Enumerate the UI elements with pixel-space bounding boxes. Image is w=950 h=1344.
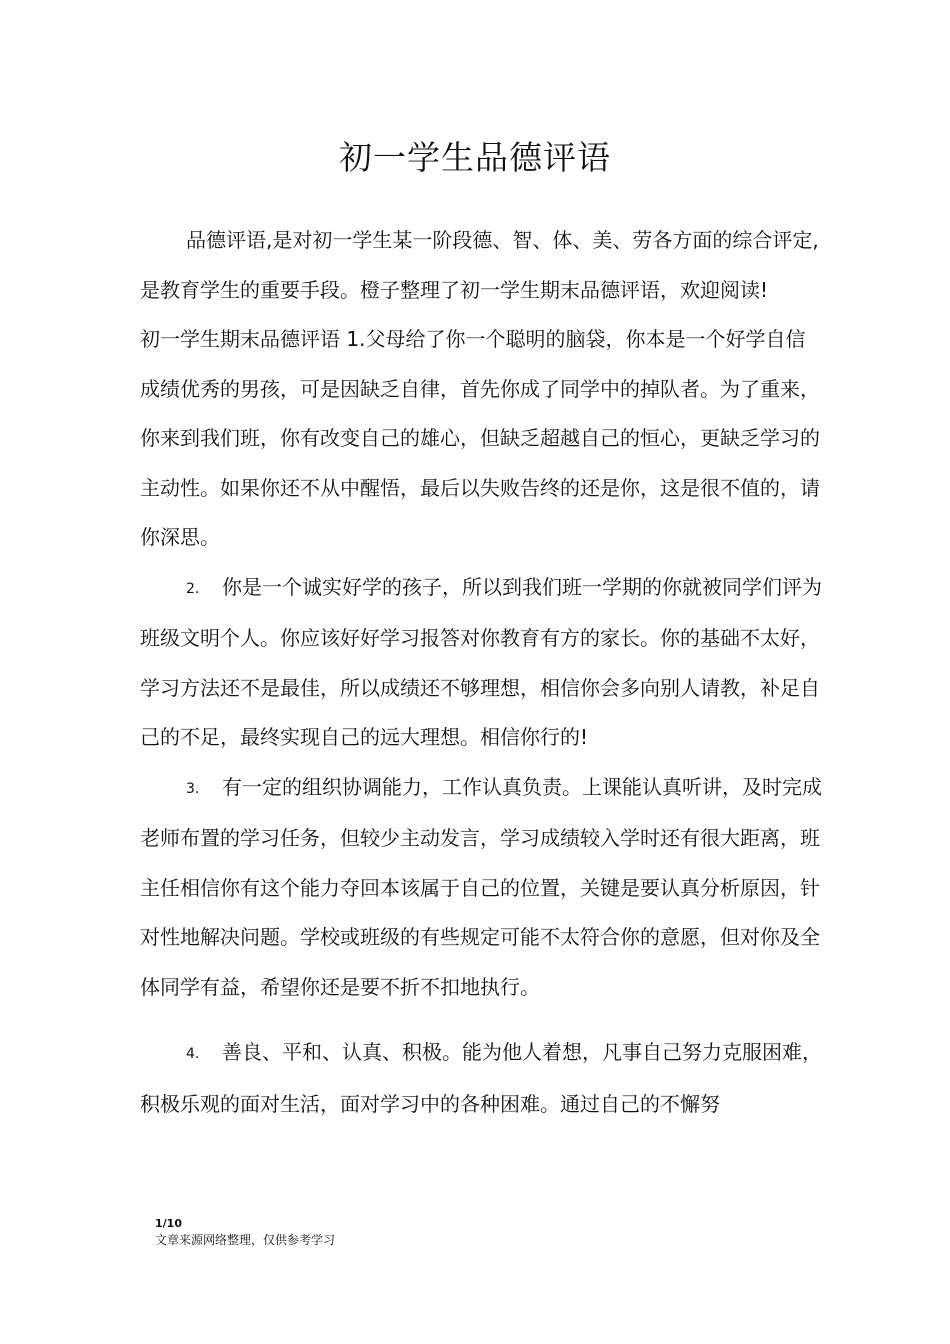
item-text: 善良、平和、认真、积极。能为他人着想，凡事自己努力克服困难，积极乐观的面对生活，面对学习中的各种困难。通过自己的不懈努 [140, 1040, 822, 1116]
item-text: 有一定的组织协调能力，工作认真负责。上课能认真听讲，及时完成老师布置的学习任务，但较少主动发言，学习成绩较入学时还有很大距离，班主任相信你有这个能力夺回本该属于自己的位置，关键是要认真分析原因，针对性地解决问题。学校或班级的有些规定可能不太符合你的意愿，但对你及全体同学有益，希望你还是要不折不扣地执行。 [140, 774, 822, 999]
comment-item-4 [140, 1028, 824, 1129]
item-number: 4. [186, 1046, 200, 1062]
comment-item-3 [140, 763, 824, 1013]
item-number: 2. [186, 580, 200, 597]
comment-item-1: 初一学生期末品德评语 1.父母给了你一个聪明的脑袋，你本是一个好学自信成绩优秀的男孩，可是因缺乏自律，首先你成了同学中的掉队者。为了重来，你来到我们班，你有改变自己的雄心，但缺乏超越自己的恒心，更缺乏学习的主动性。如果你还不从中醒悟，最后以失败告终的还是你，这是很不值的，请你深思。 [140, 327, 820, 549]
item-number: 3. [186, 780, 200, 797]
page-footer [155, 1216, 335, 1248]
source-note: 文章来源网络整理，仅供参考学习 [155, 1233, 336, 1247]
page-number: 1/10 [155, 1217, 182, 1230]
document-body [140, 216, 824, 1129]
item-text: 你是一个诚实好学的孩子，所以到我们班一学期的你就被同学们评为班级文明个人。你应该好好学习报答对你教育有方的家长。你的基础不太好，学习方法还不是最佳，所以成绩还不够理想，相信你会多向别人请教，补足自己的不足，最终实现自己的远大理想。相信你行的! [140, 574, 822, 749]
intro-paragraph: 品德评语,是对初一学生某一阶段德、智、体、美、劳各方面的综合评定,是教育学生的重要手段。橙子整理了初一学生期末品德评语，欢迎阅读! [140, 228, 819, 302]
document-title: 初一学生品德评语 [339, 138, 611, 177]
comment-item-2 [140, 563, 824, 763]
